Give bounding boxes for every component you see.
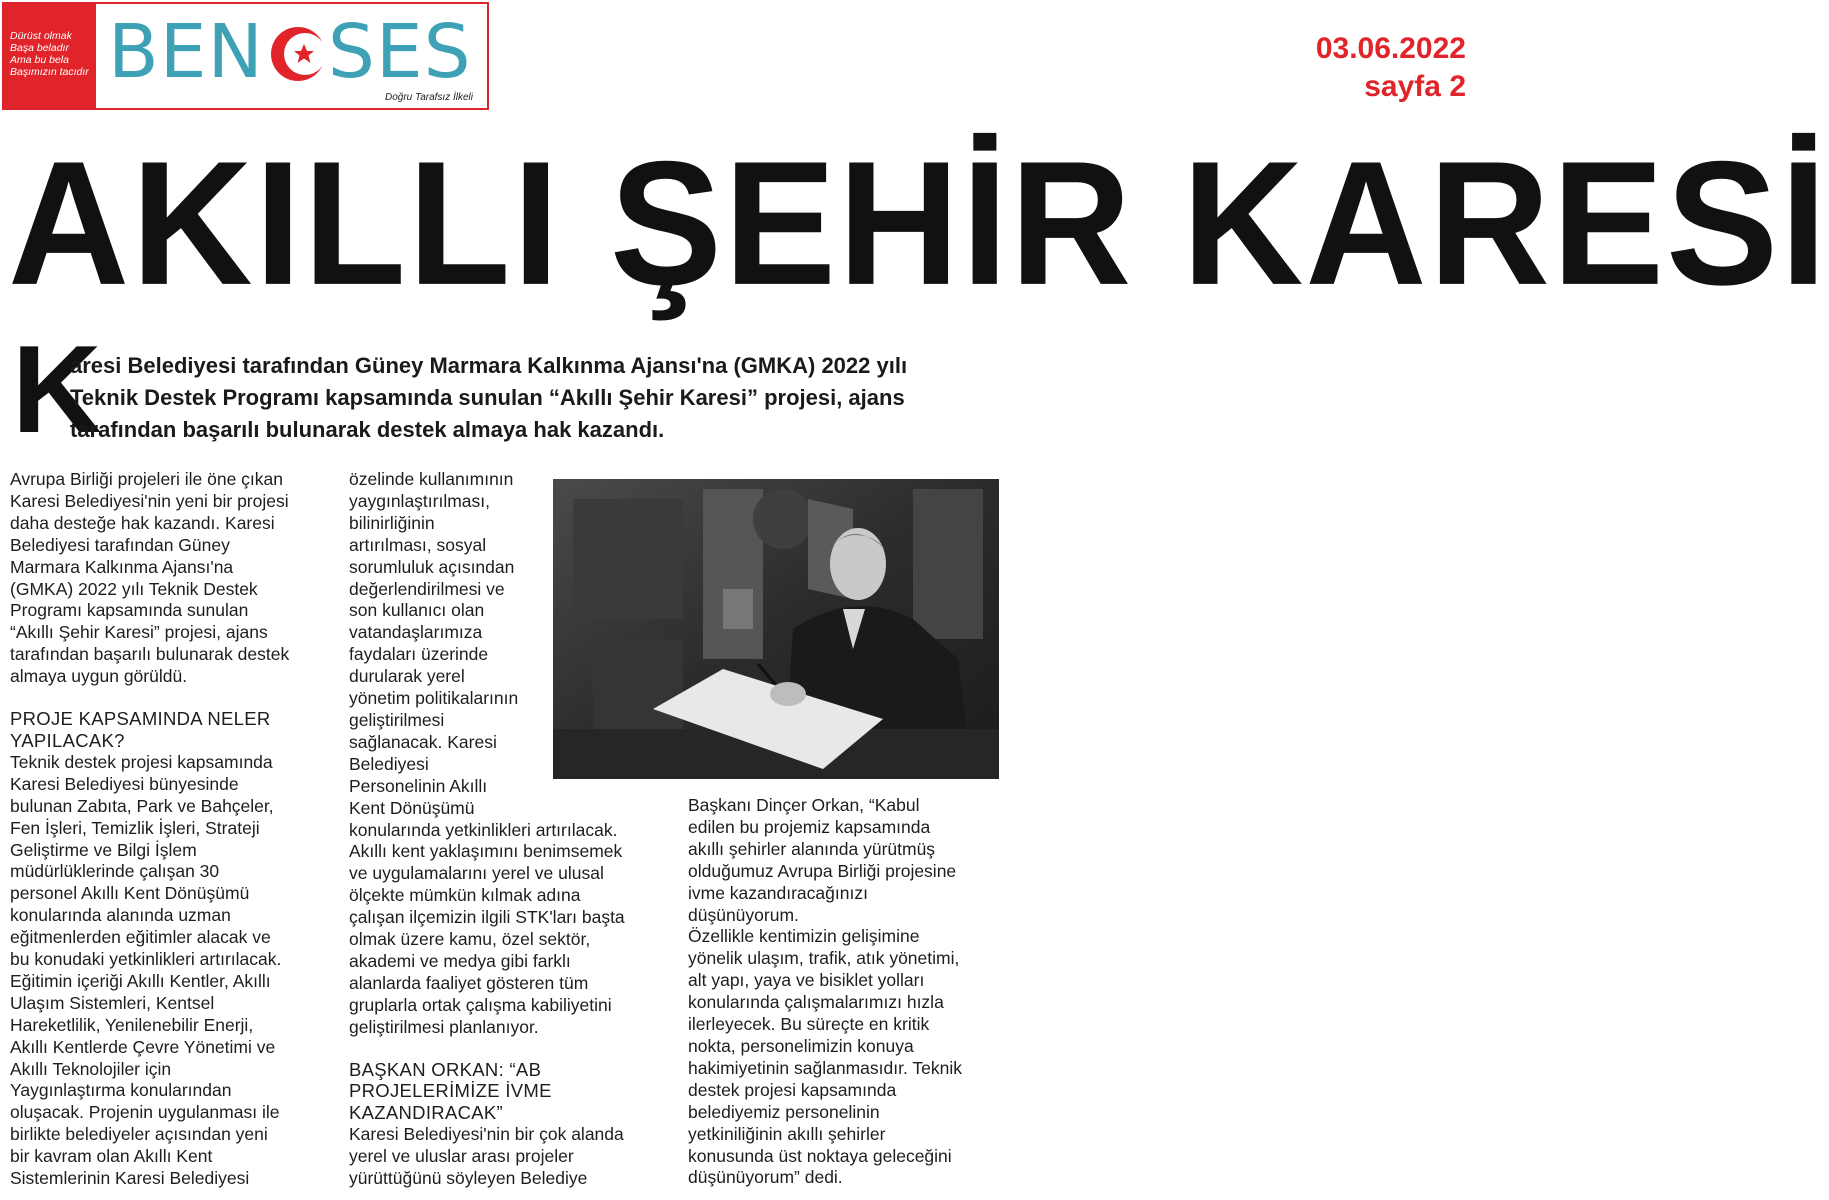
text-line: Belediyesi	[349, 753, 429, 774]
text-line: belediyemiz personelinin	[688, 1101, 880, 1122]
text-line: Geliştirme ve Bilgi İşlem	[10, 839, 197, 860]
text-line: Karesi Belediyesi'nin yeni bir projesi	[10, 490, 289, 511]
text-line: düşünüyorum” dedi.	[688, 1167, 843, 1188]
text-line: olduğumuz Avrupa Birliği projesine	[688, 860, 957, 881]
subheading: KAZANDIRACAK”	[349, 1102, 503, 1124]
text-line: artırılması, sosyal	[349, 534, 487, 555]
text-line: yönetim politikalarının	[349, 688, 519, 709]
masthead	[2, 2, 489, 110]
crescent-star-icon	[266, 16, 326, 88]
dateline	[1316, 30, 1466, 106]
text-line: Özellikle kentimizin gelişimine	[688, 926, 920, 947]
tagline-line: Ama bu bela	[10, 54, 69, 66]
text-line: ölçekte mümkün kılmak adına	[349, 885, 581, 906]
text-line: bir kavram olan Akıllı Kent	[10, 1146, 213, 1167]
tagline-line: Dürüst olmak	[10, 30, 72, 42]
text-line: daha desteğe hak kazandı. Karesi	[10, 512, 275, 533]
masthead-slogan: Doğru Tarafsız İlkeli	[385, 92, 473, 103]
text-line: konularında çalışmalarımızı hızla	[688, 992, 944, 1013]
portrait-photo-icon	[553, 479, 999, 779]
text-line: tarafından başarılı bulunarak destek	[10, 644, 290, 665]
text-line: destek projesi kapsamında	[688, 1079, 897, 1100]
text-line: birlikte belediyeler açısından yeni	[10, 1124, 268, 1145]
text-line: geliştirilmesi planlanıyor.	[349, 1016, 539, 1037]
tagline-line: Başa beladır	[10, 42, 69, 54]
text-line: Karesi Belediyesi bünyesinde	[10, 773, 239, 794]
text-line: Belediyesi tarafından Güney	[10, 534, 230, 555]
text-line: özelinde kullanımının	[349, 469, 514, 489]
text-line: gruplarla ortak çalışma kabiliyetini	[349, 994, 612, 1015]
text-line: olmak üzere kamu, özel sektör,	[349, 929, 591, 950]
text-line: eğitmenlerden eğitimler alacak ve	[10, 927, 271, 948]
text-line: Fen İşleri, Temizlik İşleri, Strateji	[10, 817, 260, 838]
page-number: sayfa 2	[1364, 70, 1466, 103]
text-line: yerel ve uluslar arası projeler	[349, 1146, 574, 1167]
text-line: Karesi Belediyesi'nin bir çok alanda	[349, 1124, 624, 1145]
lead-paragraph	[70, 350, 990, 446]
text-line: alt yapı, yaya ve bisiklet yolları	[688, 970, 925, 991]
text-line: akıllı şehirler alanında yürütmüş	[688, 838, 936, 859]
text-line: müdürlüklerinde çalışan 30	[10, 861, 220, 882]
text-line: son kullanıcı olan	[349, 600, 485, 621]
text-line: Yaygınlaştırma konularından	[10, 1080, 232, 1101]
lead-line: aresi Belediyesi tarafından Güney Marmara Kalkınma Ajansı'na (GMKA) 2022 yılı	[70, 353, 908, 378]
text-line: ve uygulamalarını yerel ve ulusal	[349, 863, 604, 884]
text-line: durularak yerel	[349, 666, 465, 687]
spacer	[349, 1039, 669, 1059]
text-line: Avrupa Birliği projeleri ile öne çıkan	[10, 469, 284, 489]
text-line: konularında alanında uzman	[10, 905, 231, 926]
text-line: vatandaşlarımıza	[349, 622, 483, 643]
text-line: Hareketlilik, Yenilenebilir Enerji,	[10, 1014, 254, 1035]
text-line: ivme kazandıracağınızı	[688, 882, 868, 903]
text-line: Akıllı Kentlerde Çevre Yönetimi ve	[10, 1036, 276, 1057]
logo	[108, 9, 472, 95]
text-line: konularında yetkinlikleri artırılacak.	[349, 819, 618, 840]
text-line: yönelik ulaşım, trafik, atık yönetimi,	[688, 948, 960, 969]
text-line: faydaları üzerinde	[349, 644, 489, 665]
text-line: Başkanı Dinçer Orkan, “Kabul	[688, 795, 920, 815]
text-line: ilerleyecek. Bu süreçte en kritik	[688, 1014, 930, 1035]
text-line: akademi ve medya gibi farklı	[349, 950, 571, 971]
lead-dropcap: K	[12, 321, 102, 459]
article-photo	[553, 479, 999, 779]
text-line: Marmara Kalkınma Ajansı'na	[10, 556, 234, 577]
text-line: Teknik destek projesi kapsamında	[10, 751, 273, 772]
issue-date: 03.06.2022	[1315, 32, 1466, 65]
text-line: nokta, personelimizin konuya	[688, 1035, 914, 1056]
text-line: personel Akıllı Kent Dönüşümü	[10, 883, 250, 904]
text-line: hakimiyetinin sağlanmasıdır. Teknik	[688, 1057, 962, 1078]
text-line: oluşacak. Projenin uygulanması ile	[10, 1102, 280, 1123]
text-line: Sistemlerinin Karesi Belediyesi	[10, 1168, 250, 1189]
text-line: sorumluluk açısından	[349, 556, 515, 577]
text-line: bilinirliğinin	[349, 512, 435, 533]
text-line: Ulaşım Sistemleri, Kentsel	[10, 992, 215, 1013]
text-line: Eğitimin içeriği Akıllı Kentler, Akıllı	[10, 970, 271, 991]
text-line: Akıllı kent yaklaşımını benimsemek	[349, 841, 623, 862]
lead-line: Teknik Destek Programı kapsamında sunulan “Akıllı Şehir Karesi” projesi, ajans	[70, 385, 905, 410]
text-line: Akıllı Teknolojiler için	[10, 1058, 172, 1079]
logo-text-left: BEN	[108, 9, 264, 95]
text-line: konusunda üst noktaya geleceğini	[688, 1145, 952, 1166]
text-line: sağlanacak. Karesi	[349, 731, 497, 752]
text-line: edilen bu projemiz kapsamında	[688, 816, 931, 837]
logo-text-right: SES	[327, 9, 472, 95]
text-line: Kent Dönüşümü	[349, 797, 475, 818]
subheading: BAŞKAN ORKAN: “AB	[349, 1058, 542, 1080]
masthead-tagline	[4, 4, 96, 108]
text-line: Programı kapsamında sunulan	[10, 600, 249, 621]
subheading: PROJELERİMİZE İVME	[349, 1080, 552, 1102]
text-line: bu konudaki yetkinlikleri artırılacak.	[10, 949, 282, 970]
lead-line: tarafından başarılı bulunarak destek almaya hak kazandı.	[70, 417, 665, 442]
text-line: “Akıllı Şehir Karesi” projesi, ajans	[10, 622, 268, 643]
text-line: geliştirilmesi	[349, 709, 445, 730]
text-line: (GMKA) 2022 yılı Teknik Destek	[10, 578, 258, 599]
text-line: alanlarda faaliyet gösteren tüm	[349, 972, 589, 993]
text-line: almaya uygun görüldü.	[10, 666, 188, 687]
article-column-3	[688, 795, 1008, 1189]
text-line: yürüttüğünü söyleyen Belediye	[349, 1168, 588, 1189]
subheading: YAPILACAK?	[10, 729, 125, 751]
text-line: bulunan Zabıta, Park ve Bahçeler,	[10, 795, 274, 816]
text-line: Personelinin Akıllı	[349, 775, 488, 796]
text-line: düşünüyorum.	[688, 904, 799, 925]
text-line: yetkiniliğinin akıllı şehirler	[688, 1123, 886, 1144]
tagline-line: Başımızın tacıdır	[10, 66, 89, 78]
headline: AKILLI ŞEHİR KARESİ	[8, 124, 1829, 322]
spacer	[10, 688, 340, 708]
article-column-1	[10, 469, 340, 1190]
text-line: yaygınlaştırılması,	[349, 490, 491, 511]
subheading: PROJE KAPSAMINDA NELER	[10, 708, 271, 730]
text-line: değerlendirilmesi ve	[349, 578, 505, 599]
text-line: çalışan ilçemizin ilgili STK'ları başta	[349, 907, 625, 928]
